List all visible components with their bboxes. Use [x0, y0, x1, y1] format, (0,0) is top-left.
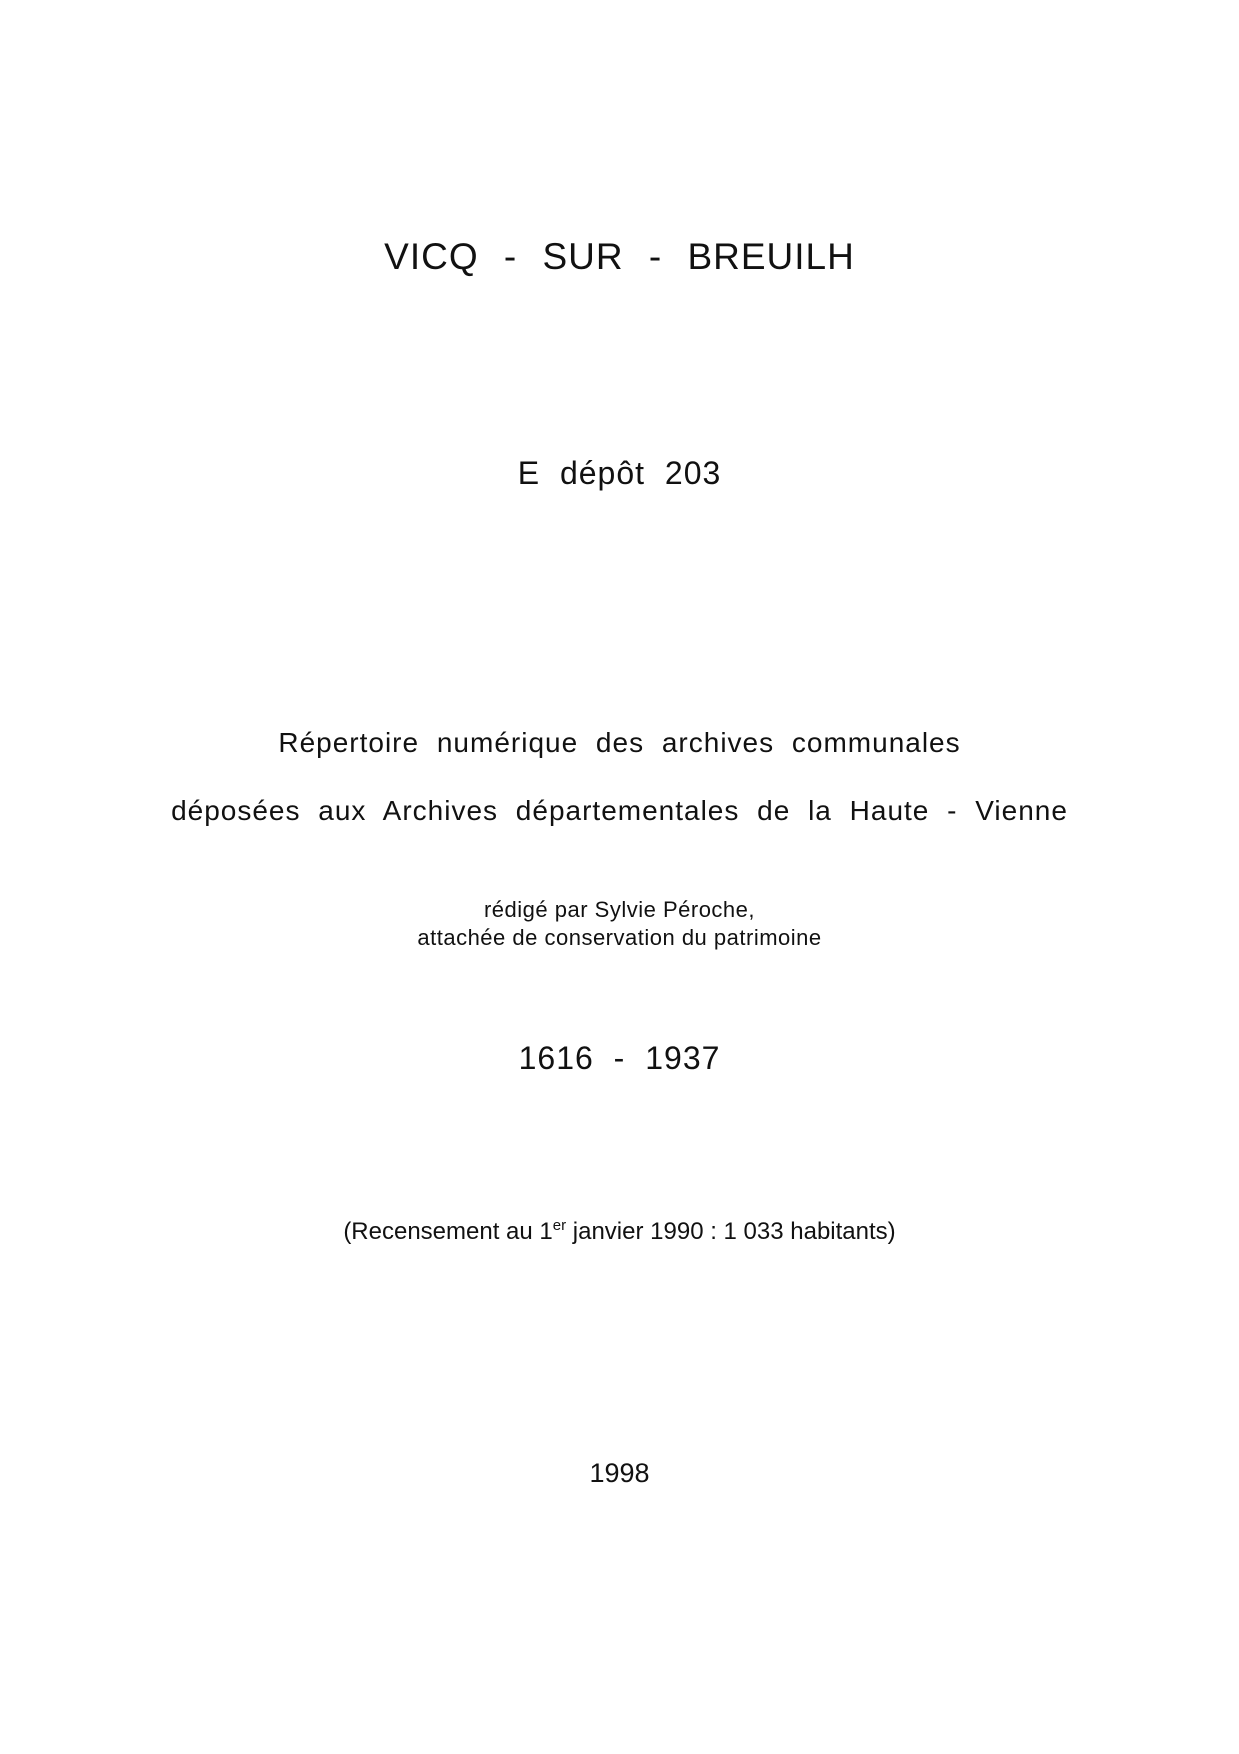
- depot-reference: E dépôt 203: [517, 455, 722, 491]
- commune-title: VICQ - SUR - BREUILH: [384, 236, 855, 277]
- publication-year: 1998: [589, 1458, 650, 1488]
- date-range: 1616 - 1937: [518, 1040, 721, 1076]
- census-prefix: (Recensement au 1: [343, 1218, 553, 1245]
- census-note: [0, 1218, 1239, 1246]
- census-superscript: er: [552, 1217, 567, 1234]
- repertoire-title-line-1: Répertoire numérique des archives communales: [278, 727, 961, 758]
- author-role-line: attachée de conservation du patrimoine: [417, 925, 822, 950]
- author-line: rédigé par Sylvie Péroche,: [483, 897, 756, 922]
- repertoire-title-line-2: déposées aux Archives départementales de la Haute - Vienne: [171, 795, 1068, 826]
- census-suffix: janvier 1990 : 1 033 habitants): [566, 1218, 896, 1245]
